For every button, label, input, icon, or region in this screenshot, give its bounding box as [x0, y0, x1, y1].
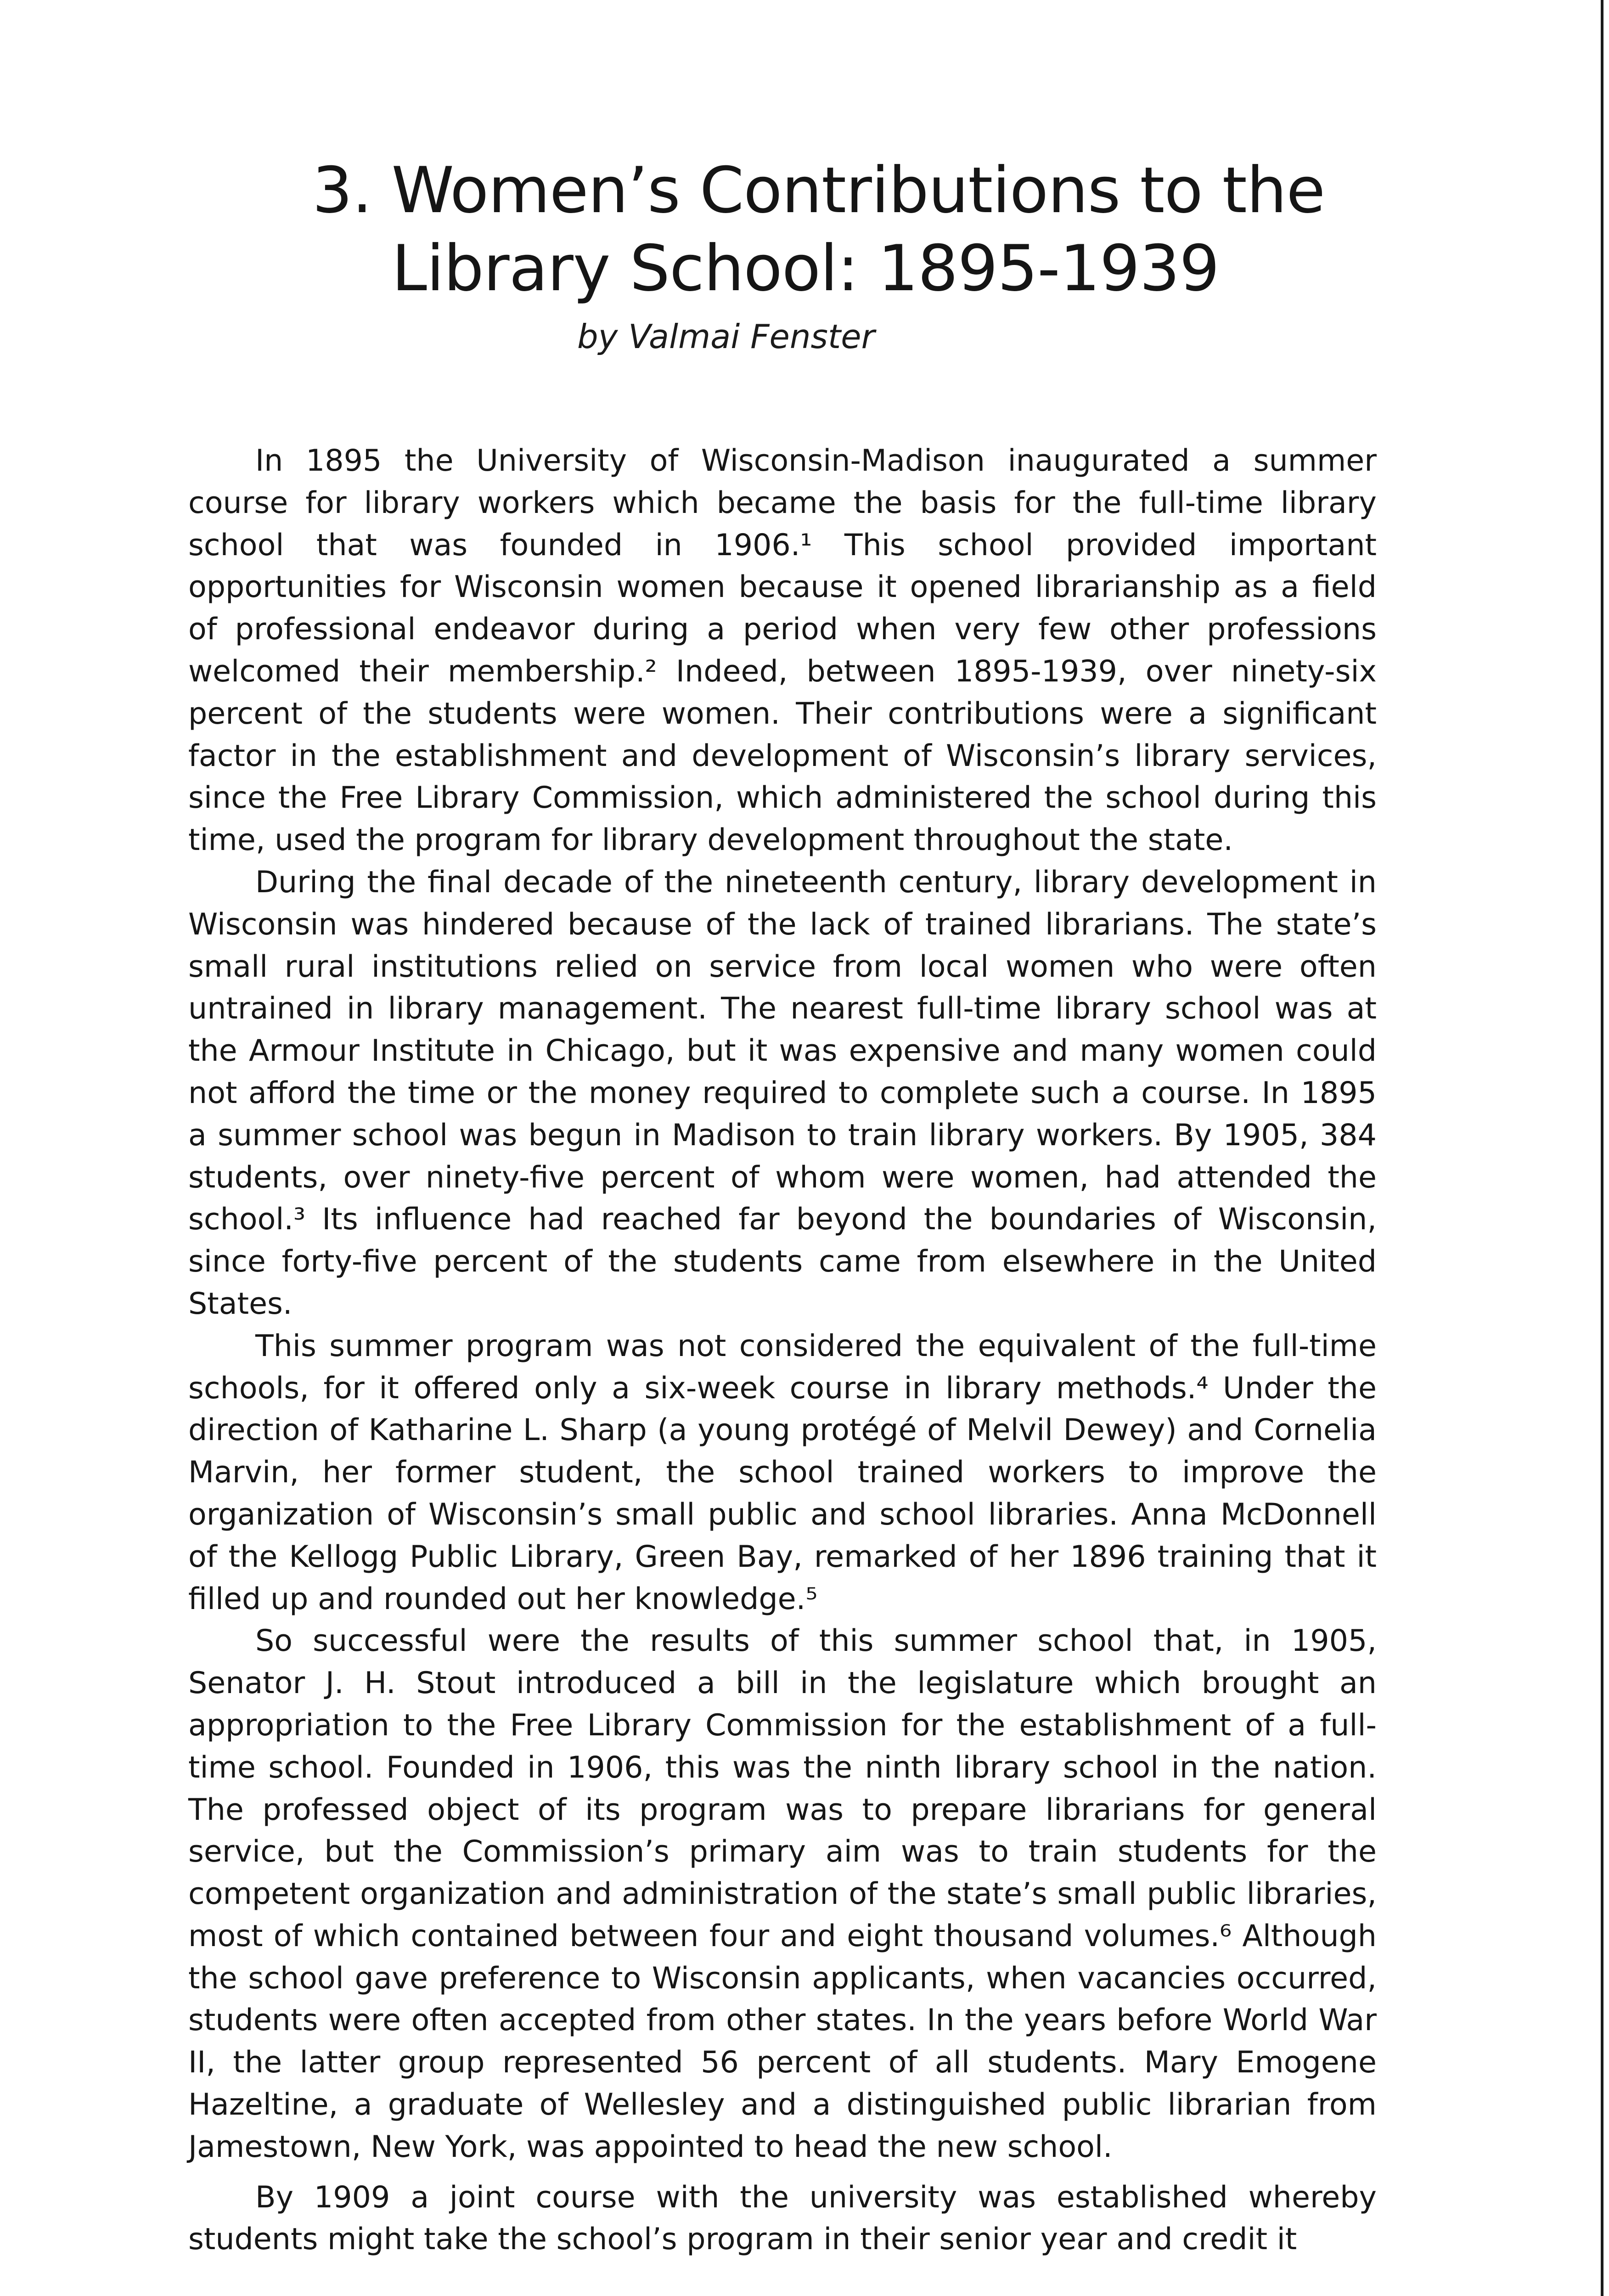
paragraph-5: By 1909 a joint course with the university was established whereby students might take the school’s program in their senior year and credit it	[188, 2180, 1377, 2257]
author-byline: by Valmai Fenster	[577, 317, 875, 356]
chapter-title-line-1: 3. Women’s Contributions to the	[312, 153, 1325, 227]
paragraph-2: During the final decade of the nineteenth century, library development in Wisconsin was hindered because of the lack of trained librarians. The state’s small rural institutions relied on service from local women who were often untrained in library management. The nearest full-time library school was at the Armour Institute in Chicago, but it was expensive and many women could not afford the time or the money required to complete such a course. In 1895 a summer school was begun in Madison to train library workers. By 1905, 384 students, over ninety-five percent of whom were women, had attended the school.³ Its influence had reached far beyond the boundaries of Wisconsin, since forty-five percent of the students came from elsewhere in the United States.	[188, 865, 1377, 1321]
paragraph-3: This summer program was not considered the equivalent of the full-time schools, for it offered only a six-week course in library methods.⁴ Under the direction of Katharine L. Sharp (a young protégé of Melvil Dewey) and Cornelia Marvin, her former student, the school trained workers to improve the organization of Wisconsin’s small public and school libraries. Anna McDonnell of the Kellogg Public Library, Green Bay, remarked of her 1896 training that it filled up and rounded out her knowledge.⁵	[188, 1328, 1377, 1616]
scan-edge-right	[1601, 0, 1603, 2296]
paragraph-1: In 1895 the University of Wisconsin-Madison inaugurated a summer course for library workers which became the basis for the full-time library school that was founded in 1906.¹ This school provided important opportunities for Wisconsin women because it opened librarianship as a field of professional endeavor during a period when very few other professions welcomed their membership.² Indeed, between 1895-1939, over ninety-six percent of the students were women. Their contributions were a significant factor in the establishment and development of Wisconsin’s library services, since the Free Library Commission, which administered the school during this time, used the program for library development throughout the state.	[188, 444, 1377, 858]
paragraph-4: So successful were the results of this summer school that, in 1905, Senator J. H. Stout introduced a bill in the legislature which brought an appropriation to the Free Library Commission for the establishment of a full-time school. Founded in 1906, this was the ninth library school in the nation. The professed object of its program was to prepare librarians for general service, but the Commission’s primary aim was to train students for the competent organization and administration of the state’s small public libraries, most of which contained between four and eight thousand volumes.⁶ Although the school gave preference to Wisconsin applicants, when vacancies occurred, students were often accepted from other states. In the years before World War II, the latter group represented 56 percent of all students. Mary Emogene Hazeltine, a graduate of Wellesley and a distinguished public librarian from Jamestown, New York, was appointed to head the new school.	[188, 1624, 1377, 2164]
chapter-title	[312, 152, 1414, 308]
chapter-title-line-2: Library School: 1895-1939	[392, 231, 1220, 305]
article-body	[188, 440, 1377, 2261]
